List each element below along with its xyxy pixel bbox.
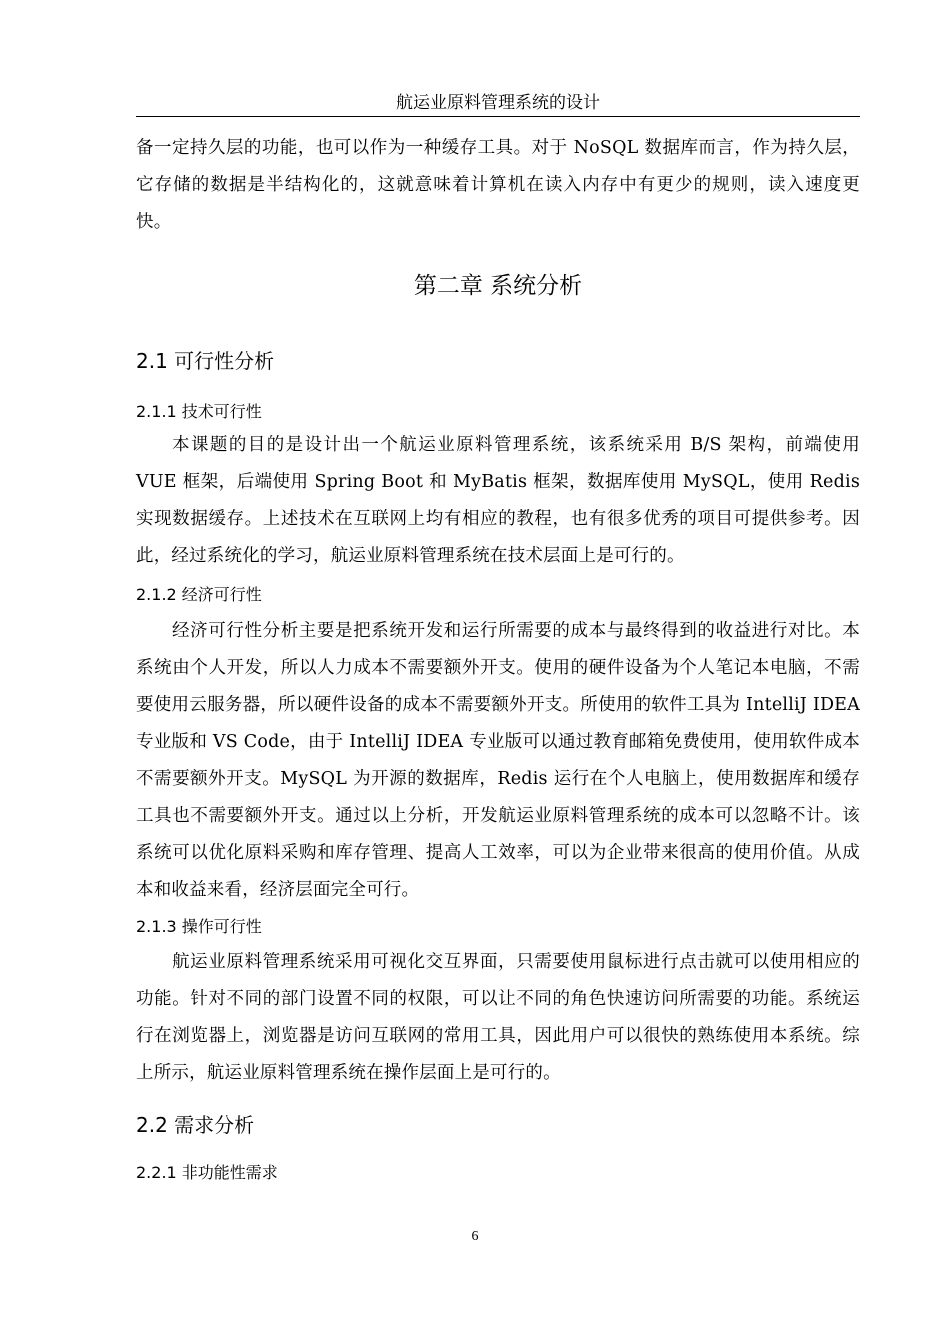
page-number: 6: [471, 1229, 479, 1244]
section-2-1-2-paragraph: 经济可行性分析主要是把系统开发和运行所需要的成本与最终得到的收益进行对比。本系统由个人开发，所以人力成本不需要额外开支。使用的硬件设备为个人笔记本电脑，不需要使用云服务器，所以硬件设备的成本不需要额外开支。所使用的软件工具为 IntelliJ IDEA 专业版和 VS Code，由于 IntelliJ IDEA 专业版可以通过教育邮箱免费使用，使用软件成本不需要额外开支。MySQL 为开源的数据库，Redis 运行在个人电脑上，使用数据库和缓存工具也不需要额外开支。通过以上分析，开发航运业原料管理系统的成本可以忽略不计。该系统可以优化原料采购和库存管理、提高人工效率，可以为企业带来很高的使用价值。从成本和收益来看，经济层面完全可行。: [136, 621, 860, 900]
intro-paragraph: 备一定持久层的功能，也可以作为一种缓存工具。对于 NoSQL 数据库而言，作为持久层，它存储的数据是半结构化的，这就意味着计算机在读入内存中有更少的规则，读入速度更快。: [136, 138, 860, 232]
section-2-2-1-heading: 2.2.1 非功能性需求: [136, 1163, 278, 1182]
section-2-1-2-heading: 2.1.2 经济可行性: [136, 585, 262, 604]
section-2-2-heading: 2.2 需求分析: [136, 1113, 255, 1137]
running-header: 航运业原料管理系统的设计: [136, 90, 860, 117]
section-2-1-3-heading: 2.1.3 操作可行性: [136, 917, 262, 936]
section-2-1-1-paragraph: 本课题的目的是设计出一个航运业原料管理系统，该系统采用 B/S 架构，前端使用 VUE 框架，后端使用 Spring Boot 和 MyBatis 框架，数据库使用 MySQL，使用 Redis 实现数据缓存。上述技术在互联网上均有相应的教程，也有很多优秀的项目可提供参考。因此，经过系统化的学习，航运业原料管理系统在技术层面上是可行的。: [136, 435, 860, 566]
section-2-1-1-heading: 2.1.1 技术可行性: [136, 402, 262, 421]
section-2-1-heading: 2.1 可行性分析: [136, 349, 275, 373]
chapter-title: 第二章 系统分析: [413, 273, 583, 299]
section-2-1-3-paragraph: 航运业原料管理系统采用可视化交互界面，只需要使用鼠标进行点击就可以使用相应的功能。针对不同的部门设置不同的权限，可以让不同的角色快速访问所需要的功能。系统运行在浏览器上，浏览器是访问互联网的常用工具，因此用户可以很快的熟练使用本系统。综上所示，航运业原料管理系统在操作层面上是可行的。: [136, 952, 860, 1083]
